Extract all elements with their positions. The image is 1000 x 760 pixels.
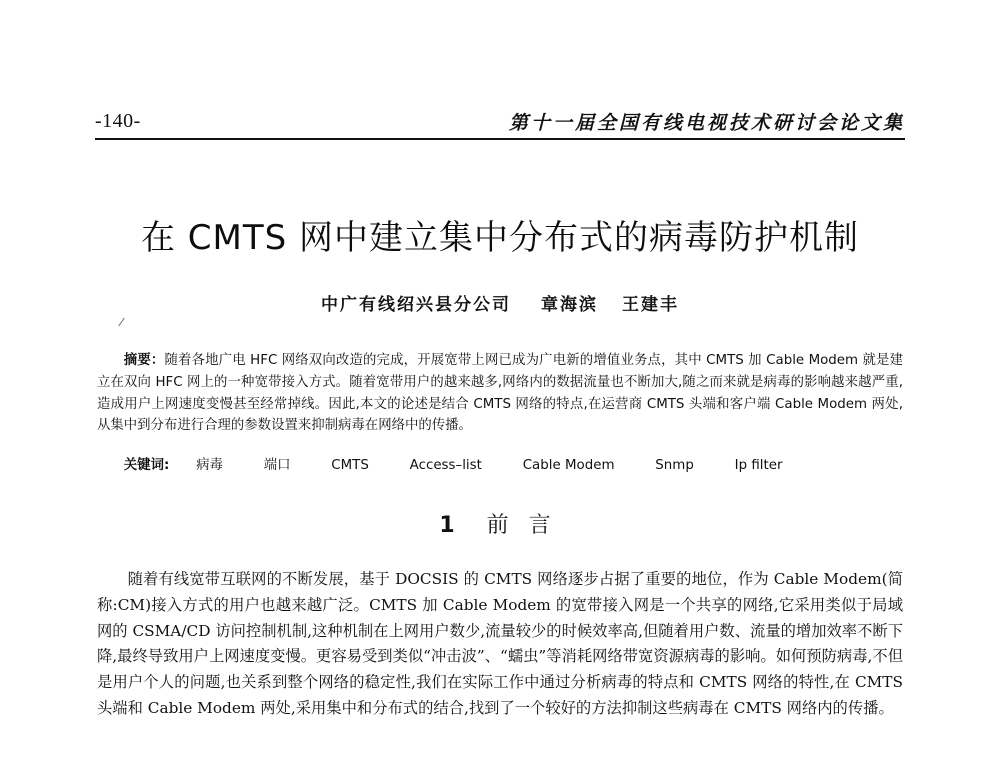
abstract: [97, 350, 903, 437]
keyword: Ip filter: [734, 458, 783, 473]
keyword: CMTS: [331, 458, 369, 473]
keyword: Snmp: [655, 458, 694, 473]
keywords-label: 关键词:: [123, 458, 170, 473]
author-1: 章海滨: [541, 295, 598, 315]
byline: [0, 290, 1000, 315]
abstract-text: 随着各地广电 HFC 网络双向改造的完成，开展宽带上网已成为广电新的增值业务点，其中 CMTS 加 Cable Modem 就是建立在双向 HFC 网上的一种宽带接入方式。随着宽带用户的越来越多,网络内的数据流量也不断加大,随之而来就是病毒的影响越来越严重,造成用户上网速度变慢甚至经常掉线。因此,本文的论述是结合 CMTS 网络的特点,在运营商 CMTS 头端和客户端 Cable Modem 两处,从集中到分布进行合理的参数设置来抑制病毒在网络中的传播。: [97, 353, 903, 434]
keywords: [97, 456, 903, 476]
section-title-char: 前: [486, 513, 509, 538]
keyword: Access–list: [409, 458, 482, 473]
journal-title: 第十一届全国有线电视技术研讨会论文集: [508, 112, 905, 134]
section-heading: [0, 508, 1000, 539]
author-2: 王建丰: [622, 295, 679, 315]
header-rule: [95, 138, 905, 140]
abstract-label: 摘要：: [123, 353, 165, 368]
scan-mark: [118, 318, 125, 327]
keyword: Cable Modem: [522, 458, 615, 473]
affiliation: 中广有线绍兴县分公司: [321, 295, 511, 315]
section-number: 1: [439, 513, 455, 538]
section-title-char: 言: [528, 513, 551, 538]
running-header: [95, 108, 905, 138]
keyword: 端口: [263, 458, 291, 473]
page-number: -140-: [95, 110, 141, 132]
paper-title: 在 CMTS 网中建立集中分布式的病毒防护机制: [140, 218, 860, 258]
body-paragraph: 随着有线宽带互联网的不断发展，基于 DOCSIS 的 CMTS 网络逐步占据了重要的地位，作为 Cable Modem(简称:CM)接入方式的用户也越来越广泛。CMTS 加 Cable Modem 的宽带接入网是一个共享的网络,它采用类似于局域网的 CSMA/CD 访问控制机制,这种机制在上网用户数少,流量较少的时候效率高,但随着用户数、流量的增加效率不断下降,最终导致用户上网速度变慢。更容易受到类似“冲击波”、“蠕虫”等消耗网络带宽资源病毒的影响。如何预防病毒,不但是用户个人的问题,也关系到整个网络的稳定性,我们在实际工作中通过分析病毒的特点和 CMTS 网络的特性,在 CMTS 头端和 Cable Modem 两处,采用集中和分布式的结合,找到了一个较好的方法抑制这些病毒在 CMTS 网络内的传播。: [97, 570, 903, 717]
keyword: 病毒: [196, 458, 223, 473]
